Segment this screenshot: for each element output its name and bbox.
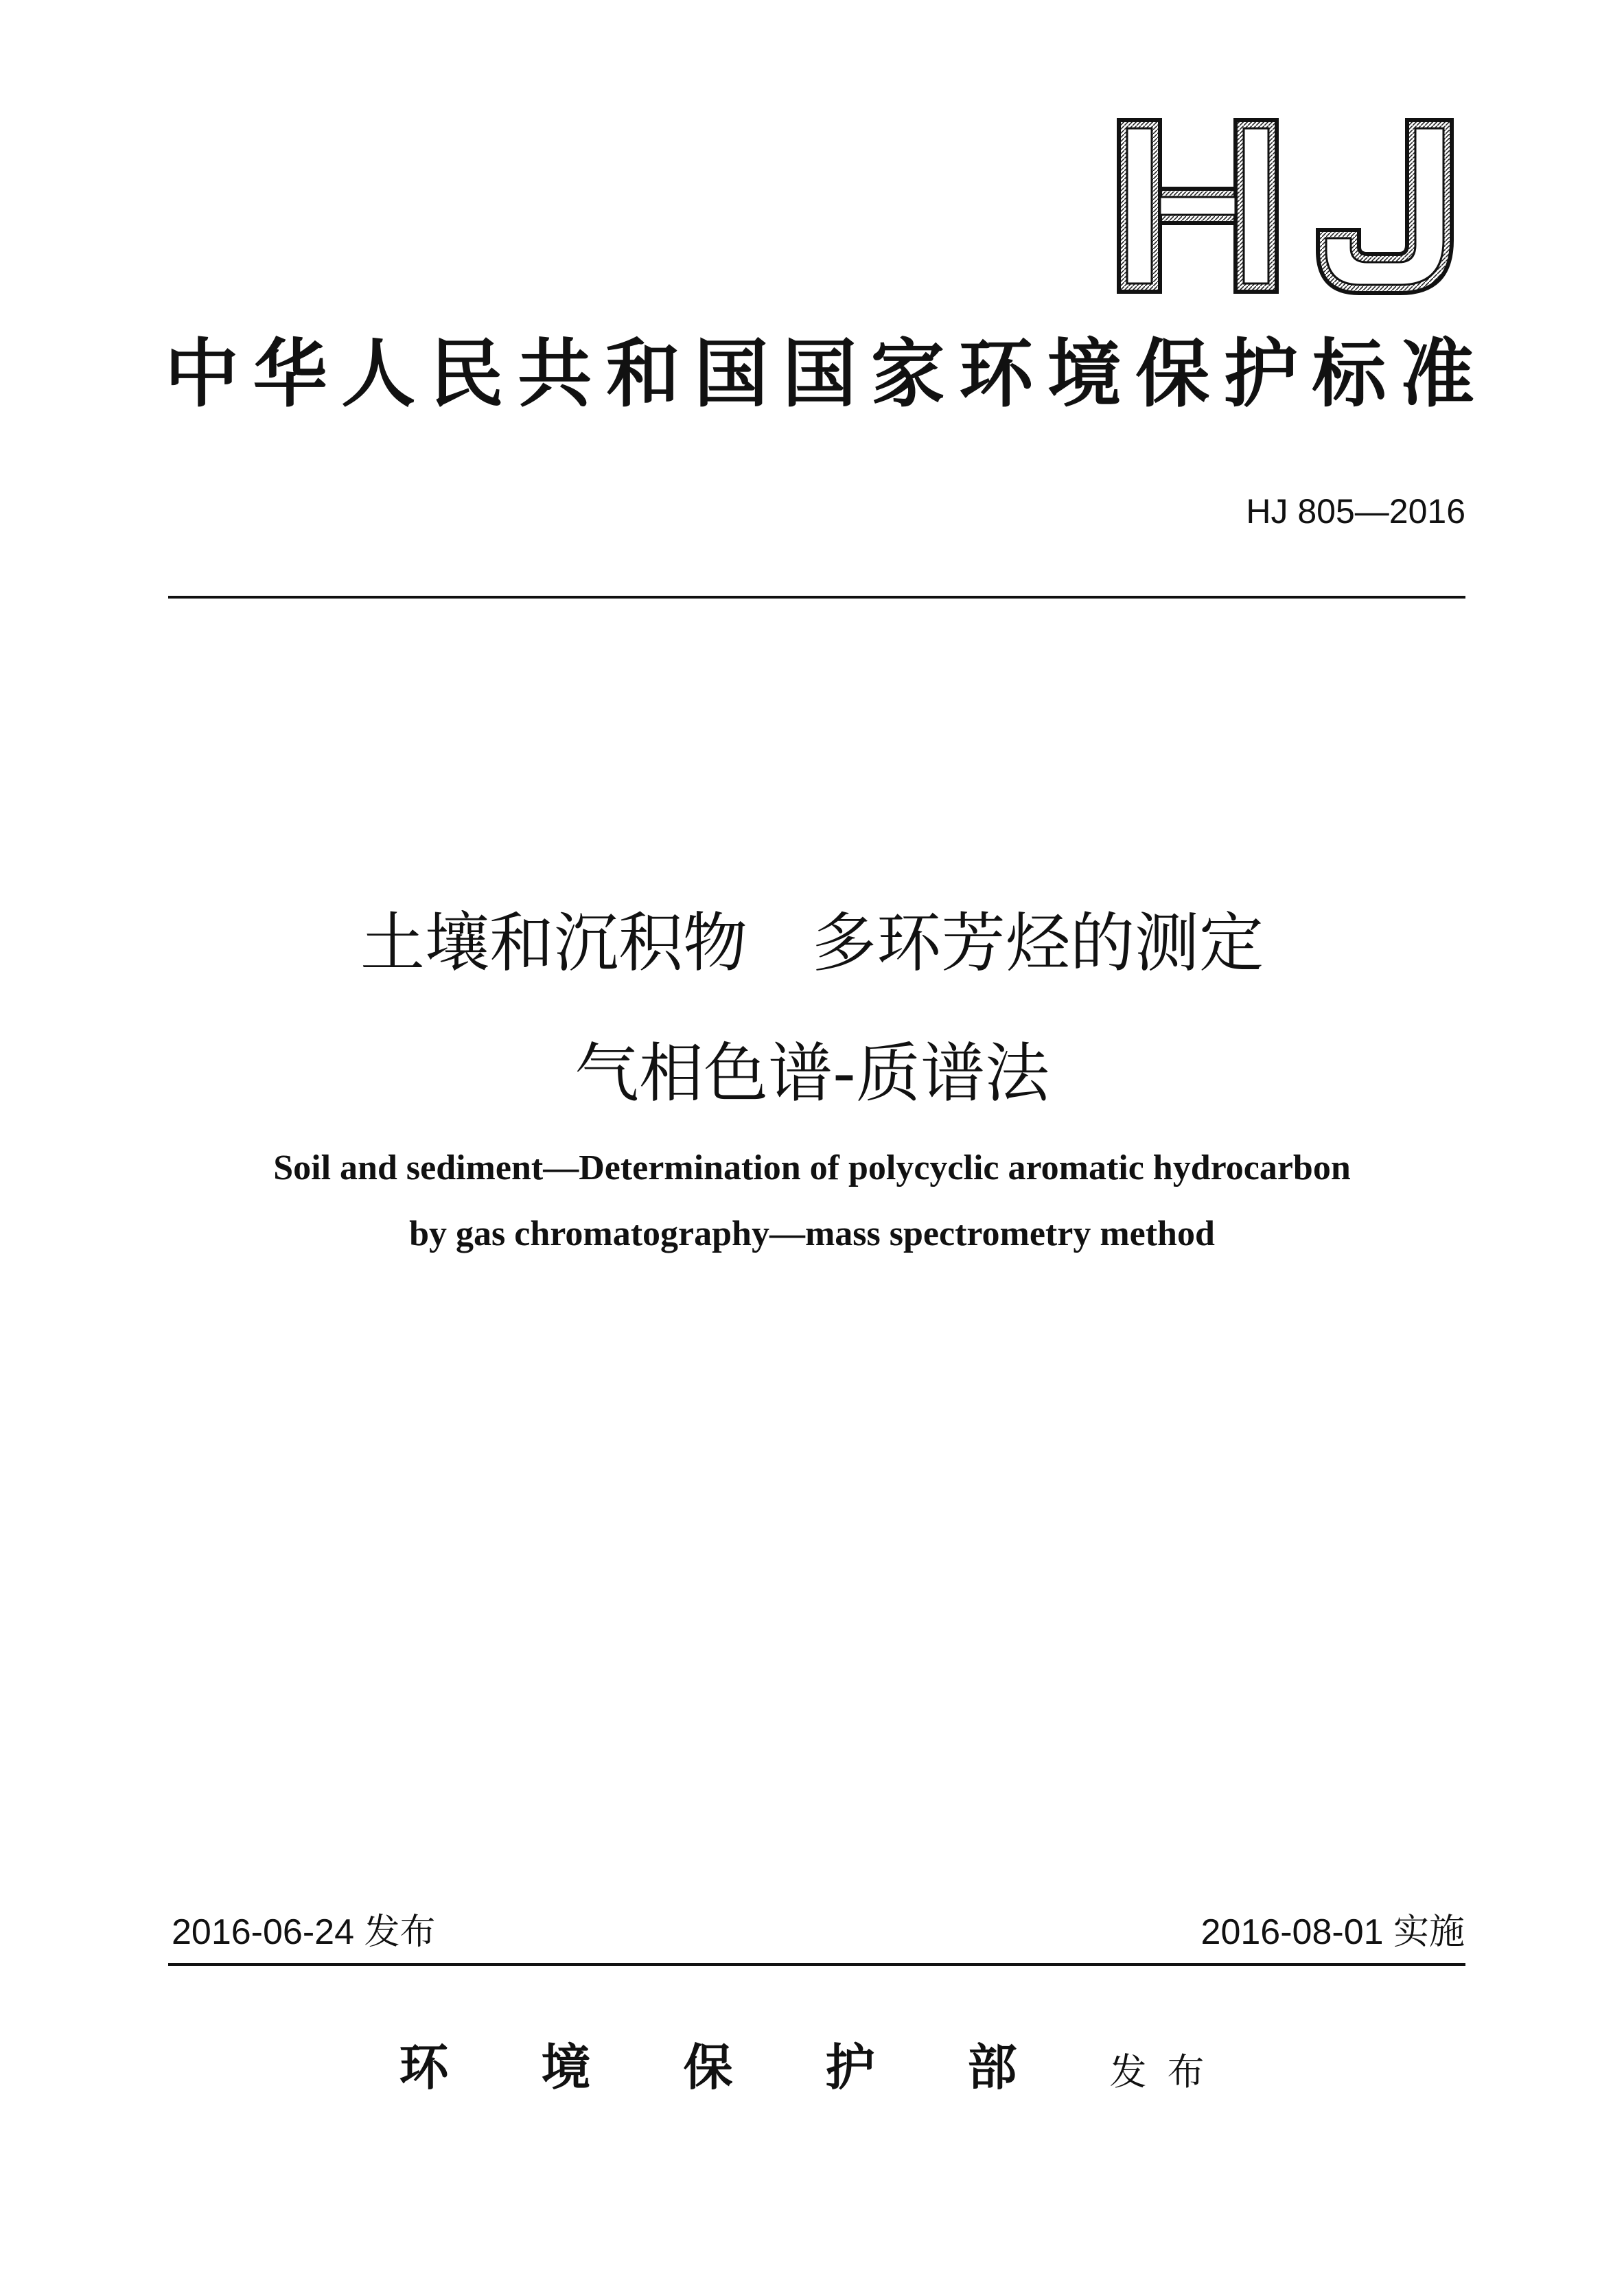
publisher-name: 环境保护部 (399, 2038, 1110, 2096)
chinese-title-line-2: 气相色谱-质谱法 (575, 1036, 1049, 1111)
hj-logo (1112, 113, 1462, 299)
publisher-line (0, 2033, 1624, 2115)
top-divider (168, 596, 1465, 599)
english-title-line-1: Soil and sediment—Determination of polycyclic aromatic hydrocarbon (273, 1148, 1351, 1187)
effective-date: 2016-08-01 实施 (1200, 1912, 1465, 1952)
english-title-line-2: by gas chromatography—mass spectrometry method (409, 1214, 1215, 1253)
standard-number: HJ 805—2016 (1246, 492, 1465, 531)
org-title: 中华人民共和国国家环境保护标准 (165, 331, 1476, 417)
bottom-divider (168, 1963, 1465, 1966)
issue-date: 2016-06-24 发布 (172, 1912, 436, 1952)
hj-standard-logo-icon (1112, 113, 1462, 299)
chinese-title-line-1: 土壤和沉积物 多环芳烃的测定 (360, 906, 1264, 981)
publisher-suffix: 发布 (1109, 2050, 1225, 2094)
